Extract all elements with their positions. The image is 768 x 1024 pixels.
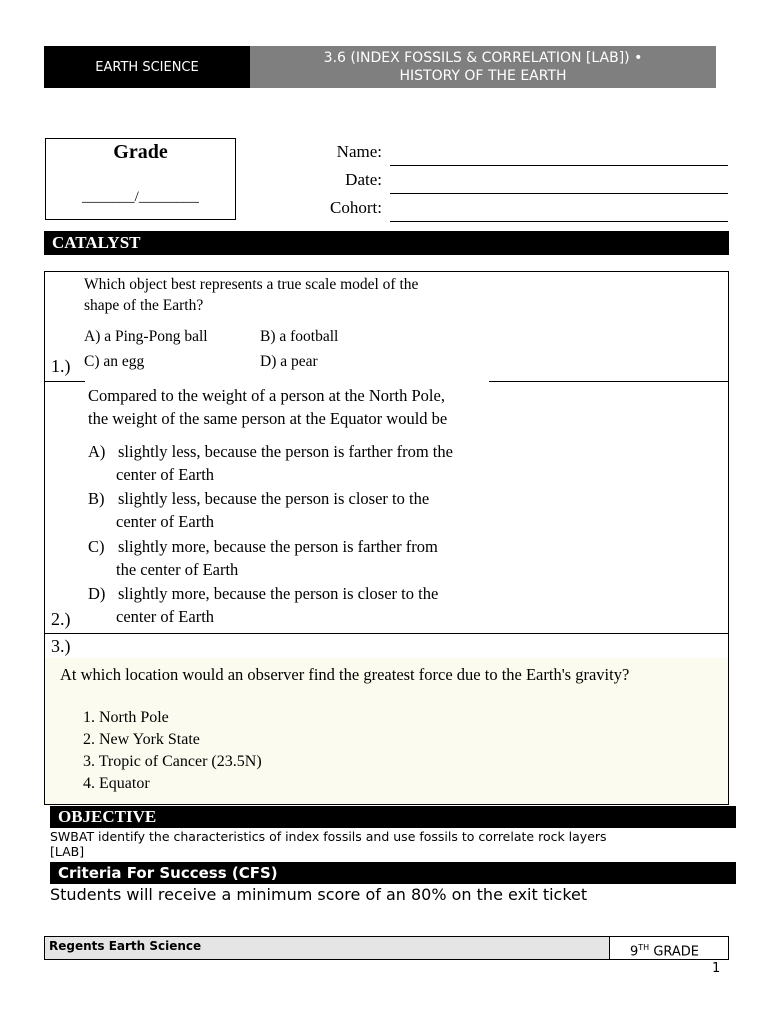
q2-c-letter: C) (88, 537, 105, 556)
objective-text (50, 829, 607, 859)
name-label: Name: (336, 142, 382, 161)
question-2-stem (88, 384, 447, 430)
question-1-number: 1.) (51, 356, 71, 376)
cfs-heading-text: Criteria For Success (CFS) (58, 864, 278, 882)
objective-text-line1: SWBAT identify the characteristics of index fossils and use fossils to correlate rock layers (50, 829, 607, 844)
q1-option-c: C) an egg (84, 353, 145, 370)
q3-options (83, 707, 262, 795)
q2-c-line1: slightly more, because the person is farther from (118, 537, 438, 556)
q2-option-d (88, 582, 438, 628)
q2-option-a (88, 440, 453, 486)
lesson-title-line1: 3.6 (INDEX FOSSILS & CORRELATION [LAB]) • (323, 50, 643, 66)
footer-grade-sup: TH (638, 943, 650, 952)
q1-stem-line2: shape of the Earth? (84, 297, 204, 314)
q1-option-d: D) a pear (260, 353, 318, 370)
q3-stem: At which location would an observer find the greatest force due to the Earth's gravity? (60, 665, 630, 684)
page-number: 1 (712, 961, 721, 976)
q1-option-a: A) a Ping-Pong ball (84, 328, 208, 345)
cfs-text: Students will receive a minimum score of an 80% on the exit ticket (50, 885, 588, 904)
lesson-title (250, 46, 716, 88)
footer-course (44, 936, 610, 960)
catalyst-heading-text: CATALYST (52, 233, 141, 252)
grade-title: Grade (113, 141, 168, 163)
catalyst-heading (44, 231, 729, 255)
cohort-label: Cohort: (330, 198, 382, 217)
q3-option-3: 3. Tropic of Cancer (23.5N) (83, 753, 262, 770)
q2-option-c (88, 535, 438, 581)
footer-grade-word: GRADE (649, 944, 700, 960)
question-1-stem (84, 274, 418, 316)
name-field[interactable] (390, 165, 728, 166)
subject-label (44, 46, 250, 88)
q2-a-letter: A) (88, 442, 106, 461)
cohort-field[interactable] (390, 221, 728, 222)
q1-stem-line1: Which object best represents a true scale model of the (84, 276, 419, 293)
date-field[interactable] (390, 193, 728, 194)
cfs-heading (50, 862, 736, 884)
footer-course-text: Regents Earth Science (49, 939, 202, 953)
question-3-image (45, 658, 728, 804)
question-2-number: 2.) (51, 609, 71, 629)
footer-grade-num: 9 (630, 944, 639, 960)
grade-box (45, 138, 236, 220)
q3-option-1: 1. North Pole (83, 709, 169, 726)
subject-text: EARTH SCIENCE (95, 59, 199, 75)
q2-stem-line1: Compared to the weight of a person at the North Pole, (88, 386, 445, 405)
lesson-title-line2: HISTORY OF THE EARTH (399, 68, 567, 84)
q2-a-line2: center of Earth (116, 465, 215, 484)
q2-d-letter: D) (88, 584, 106, 603)
objective-heading-text: OBJECTIVE (58, 807, 157, 826)
q3-option-4: 4. Equator (83, 775, 150, 792)
q2-c-line2: the center of Earth (116, 560, 239, 579)
objective-text-line2: [LAB] (50, 844, 85, 859)
q2-b-line1: slightly less, because the person is closer to the (118, 489, 430, 508)
q2-b-line2: center of Earth (116, 512, 215, 531)
q2-option-b (88, 487, 429, 533)
q1-option-b: B) a football (260, 328, 339, 345)
question-3-number: 3.) (51, 636, 71, 656)
footer-grade (609, 936, 729, 960)
objective-heading (50, 806, 736, 828)
q2-d-line1: slightly more, because the person is closer to the (118, 584, 439, 603)
q2-stem-line2: the weight of the same person at the Equator would be (88, 409, 448, 428)
date-label: Date: (345, 170, 382, 189)
q2-b-letter: B) (88, 489, 105, 508)
q2-a-line1: slightly less, because the person is farther from the (118, 442, 453, 461)
grade-fraction: _______/________ (82, 189, 199, 205)
q2-d-line2: center of Earth (116, 607, 215, 626)
q3-option-2: 2. New York State (83, 731, 200, 748)
